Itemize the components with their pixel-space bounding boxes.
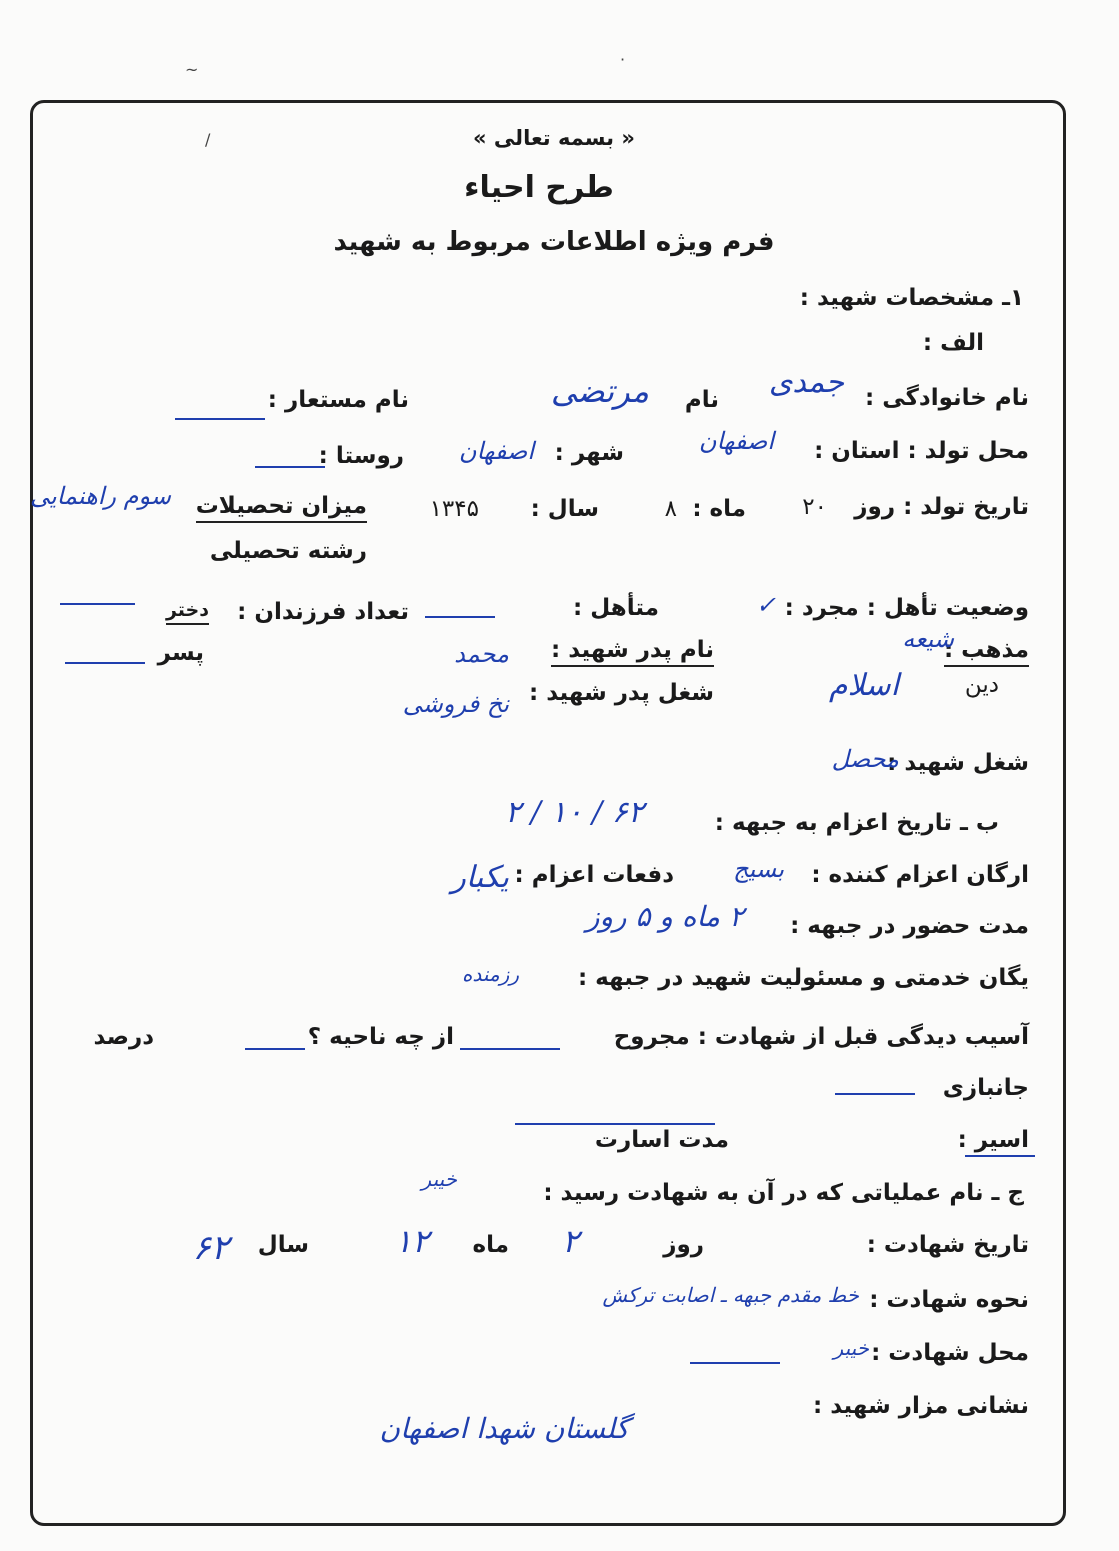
grave-address-label: نشانی مزار شهید : [813, 1393, 1029, 1419]
birth-month-label: ماه : [692, 496, 746, 522]
injury-blank [460, 1048, 560, 1050]
married-label: متأهل : [573, 595, 659, 621]
first-name-label: نام [684, 387, 719, 413]
martyrdom-manner-label: نحوه شهادت : [869, 1287, 1029, 1313]
injury-area-label: از چه ناحیه ؟ [307, 1024, 454, 1050]
city-value: اصفهان [458, 437, 534, 465]
alias-label: نام مستعار : [267, 387, 409, 413]
birth-day-value: ۲۰ [802, 494, 827, 520]
education-label: میزان تحصیلات [196, 493, 367, 523]
field-of-study-label: رشته تحصیلی [209, 538, 367, 564]
job-label: شغل شهید : [887, 750, 1029, 776]
captive-label: اسیر : [957, 1127, 1029, 1153]
percent-label: درصد [93, 1024, 154, 1050]
marital-status-label: وضعیت تأهل : مجرد : [784, 595, 1029, 621]
captivity-blank [515, 1123, 715, 1125]
operation-value: خیبر [421, 1167, 457, 1191]
dispatch-date-label: ب ـ تاریخ اعزام به جبهه : [714, 810, 999, 836]
dispatch-date-value: ۶۲ / ۱۰ / ۲ [505, 795, 644, 830]
single-mark: ✓ [755, 591, 776, 619]
martyrdom-place-label: محل شهادت : [871, 1340, 1029, 1366]
project-title: طرح احیاء [464, 170, 614, 205]
injury-label: آسیب دیدگی قبل از شهادت : مجروح [613, 1024, 1029, 1050]
daughter-blank [60, 603, 135, 605]
martyrdom-place-value: خیبر [833, 1336, 869, 1360]
martyrdom-day-value: ۲ [561, 1222, 579, 1260]
invocation: « بسمه تعالی » [473, 126, 635, 150]
scan-speck: · [620, 50, 626, 69]
village-blank [255, 466, 325, 468]
injury-area-blank [245, 1048, 305, 1050]
birth-year-label: سال : [530, 496, 599, 522]
father-name-label: نام پدر شهید : [551, 637, 714, 667]
alef-label: الف : [922, 330, 984, 356]
martyrdom-month-value: ۱۲ [394, 1222, 429, 1260]
form-title: فرم ویژه اطلاعات مربوط به شهید [333, 227, 775, 257]
education-value: سوم راهنمایی [29, 482, 171, 510]
unit-value: رزمنده [461, 962, 519, 986]
birth-year-value: ۱۳۴۵ [429, 496, 479, 522]
martyrdom-manner-value: خط مقدم جبهه ـ اصابت ترکش [602, 1283, 859, 1307]
section-heading: ۱ـ مشخصات شهید : [799, 285, 1024, 311]
dispatching-org-value: بسیج [733, 855, 784, 883]
sect-value: شیعه [902, 625, 954, 653]
unit-label: یگان خدمتی و مسئولیت شهید در جبهه : [577, 965, 1029, 991]
dispatch-count-label: دفعات اعزام : [514, 862, 674, 888]
dispatching-org-label: ارگان اعزام کننده : [811, 862, 1029, 888]
captive-blank [965, 1155, 1035, 1157]
martyrdom-year-value: ۶۲ [192, 1228, 229, 1268]
son-blank [65, 662, 145, 664]
place-blank [690, 1362, 780, 1364]
children-count-label: تعداد فرزندان : [237, 599, 409, 625]
alias-blank [175, 418, 265, 420]
martyrdom-day-label: روز [663, 1232, 704, 1258]
father-job-label: شغل پدر شهید : [529, 680, 714, 706]
martyrdom-year-label: سال [257, 1232, 309, 1258]
family-name-label: نام خانوادگی : [865, 385, 1029, 411]
operation-label: ج ـ نام عملیاتی که در آن به شهادت رسید : [543, 1180, 1024, 1206]
scan-speck: / [205, 130, 211, 149]
front-duration-label: مدت حضور در جبهه : [790, 913, 1029, 939]
son-label: پسر [157, 640, 204, 666]
family-name-value: جمدی [768, 365, 844, 400]
martyrdom-month-label: ماه [472, 1232, 509, 1258]
job-value: محصل [831, 745, 899, 773]
front-duration-value: ۲ ماه و ۵ روز [586, 900, 744, 933]
city-label: شهر : [554, 440, 624, 466]
village-label: روستا : [318, 443, 404, 469]
veteran-label: جانبازی [942, 1075, 1029, 1101]
captivity-duration-label: مدت اسارت [594, 1127, 729, 1153]
birthplace-label: محل تولد : استان : [814, 438, 1029, 464]
martyrdom-date-label: تاریخ شهادت : [866, 1232, 1029, 1258]
first-name-value: مرتضی [550, 372, 649, 410]
scan-speck: ~ [185, 60, 199, 79]
married-blank [425, 616, 495, 618]
province-value: اصفهان [698, 427, 774, 455]
father-job-value: نخ فروشی [402, 690, 509, 718]
birth-month-value: ۸ [664, 496, 677, 522]
dispatch-count-value: یکبار [451, 860, 509, 895]
veteran-blank [835, 1093, 915, 1095]
sect-label: مذهب : [944, 637, 1029, 667]
birthdate-label: تاریخ تولد : روز [854, 494, 1029, 520]
father-name-value: محمد [454, 640, 509, 668]
daughter-label: دختر [166, 599, 209, 625]
grave-address-value: گلستان شهدا اصفهان [379, 1412, 629, 1445]
religion-value: اسلام [829, 668, 899, 703]
religion-label: دین [964, 672, 999, 698]
